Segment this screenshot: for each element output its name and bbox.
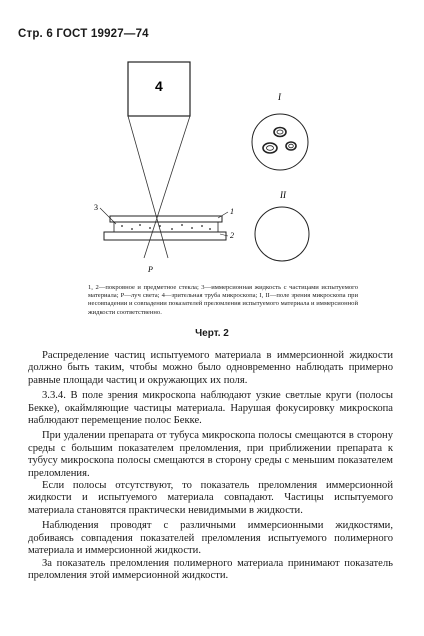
label-2: 2 [230, 231, 234, 240]
ray-left [128, 116, 168, 258]
microscope-figure [80, 48, 350, 285]
figure-legend: 1, 2—покровное и предметное стекла; 3—иммерсионная жидкость с частицами испытуемого материала; Р—луч света; 4—зрительная труба микроскопа; I, II—поле зрения микроскопа при несовпадении и совпадении показателей преломления испытуемого материала и иммерсионной жидкости соответственно. [88, 284, 358, 316]
label-p: P [148, 265, 153, 274]
figure-caption: Черт. 2 [195, 328, 229, 339]
paragraph-result: За показатель преломления полимерного материала принимают показатель преломления этой иммерсионной жидкости. [28, 557, 393, 581]
paragraph-3-3-4: 3.3.4. В поле зрения микроскопа наблюдают узкие светлые круги (полосы Бекке), окаймляющие частицы материала. Нарушая фокусировку микроскопа наблюдают перемещение полос Бекке. [28, 390, 393, 427]
field-view-II [255, 207, 309, 261]
paragraph-removal: При удалении препарата от тубуса микроскопа полосы смещаются в сторону среды с большим показателем преломления, при приближении препарата к тубусу микроскопа полосы смещаются в сторону среды с меньшим показателем преломления. [28, 430, 393, 479]
label-3: 3 [94, 203, 98, 212]
eyepiece-label: 4 [155, 78, 163, 94]
paragraph-observations: Наблюдения проводят с различными иммерсионными жидкостями, добиваясь совпадения показателей преломления испытуемого полимерного материала и иммерсионной жидкости. [28, 520, 393, 557]
field-view-I [252, 114, 308, 170]
body-text [28, 350, 393, 582]
ray-right [144, 116, 190, 258]
paragraph-no-bands: Если полосы отсутствуют, то показатель преломления иммерсионной жидкости и испытуемого материала совпадают. Частицы испытуемого материала становятся практически невидимыми в жидкости. [28, 480, 393, 516]
figure-drawing [80, 48, 350, 280]
page-header: Стр. 6 ГОСТ 19927—74 [18, 28, 149, 40]
label-I: I [278, 92, 281, 102]
cover-glass [110, 216, 222, 222]
immersion-liquid [114, 222, 218, 232]
label-II: II [280, 190, 286, 200]
particles [121, 224, 211, 230]
slide-glass [104, 232, 226, 240]
paragraph-distribution: Распределение частиц испытуемого материала в иммерсионной жидкости должно быть таким, чтобы можно было одновременно наблюдать примерно равные площади частиц и окружающих их поля. [28, 350, 393, 386]
beckes-lines [263, 128, 296, 154]
label-1: 1 [230, 207, 234, 216]
